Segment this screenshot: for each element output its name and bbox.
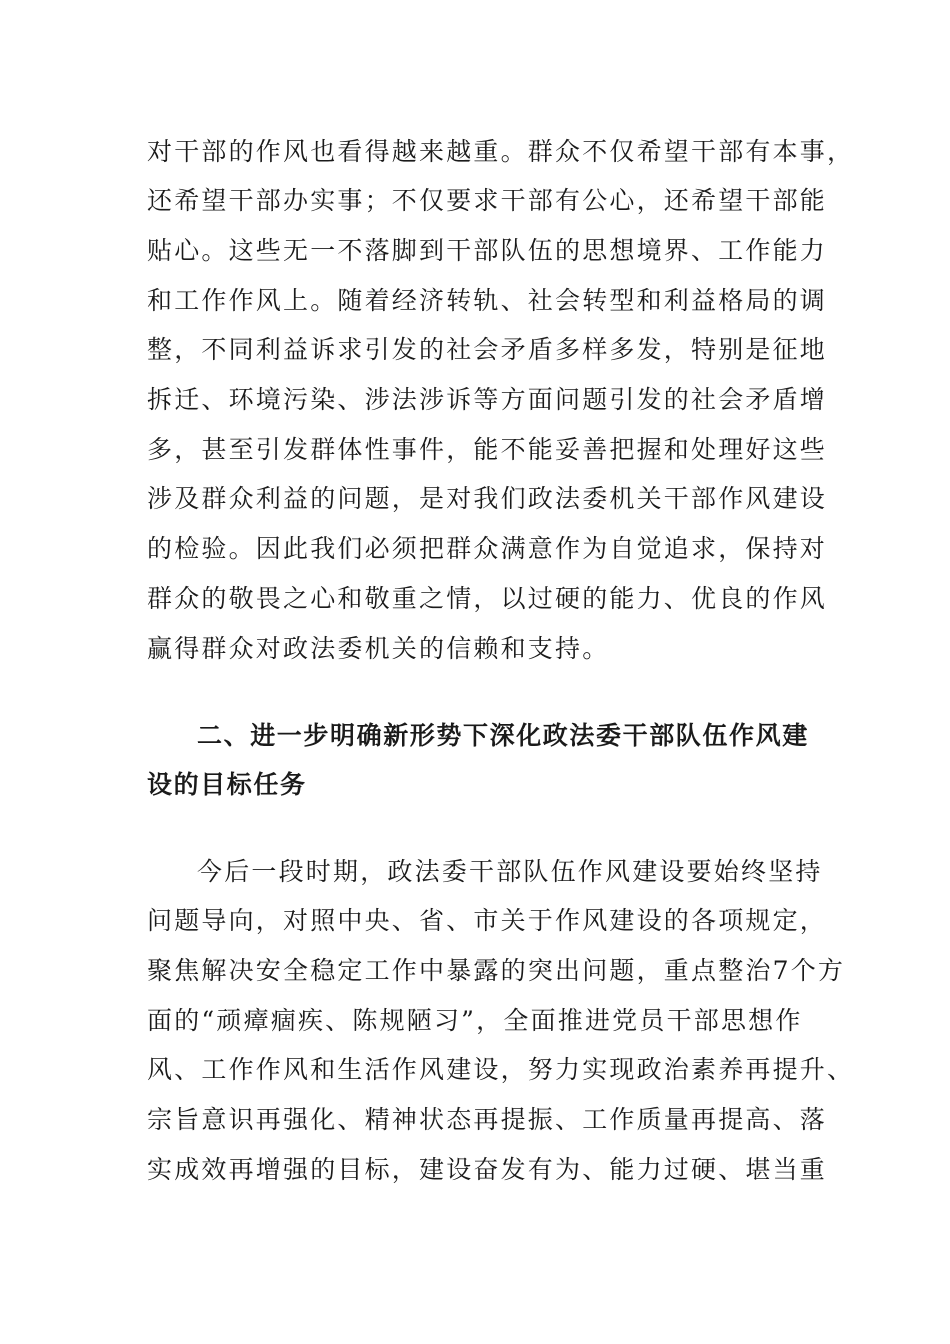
paragraph-1-line-10: 群众的敬畏之心和敬重之情，以过硬的能力、优良的作风 xyxy=(147,584,828,613)
paragraph-2-line-4: 面的“顽瘴痼疾、陈规陋习”，全面推进党员干部思想作 xyxy=(147,1006,803,1035)
section-heading-line-2: 设的目标任务 xyxy=(147,770,307,799)
section-heading-line-1: 二、进一步明确新形势下深化政法委干部队伍作风建 xyxy=(197,721,809,750)
paragraph-1-line-3: 贴心。这些无一不落脚到干部队伍的思想境界、工作能力 xyxy=(147,236,828,265)
paragraph-2-line-3: 聚焦解决安全稳定工作中暴露的突出问题，重点整治7个方 xyxy=(147,956,846,985)
paragraph-1-line-4: 和工作作风上。随着经济转轨、社会转型和利益格局的调 xyxy=(147,286,828,315)
paragraph-1-line-1: 对干部的作风也看得越来越重。群众不仅希望干部有本事， xyxy=(147,137,855,166)
paragraph-2-line-5: 风、工作作风和生活作风建设，努力实现政治素养再提升、 xyxy=(147,1055,855,1084)
paragraph-1-line-11: 赢得群众对政法委机关的信赖和支持。 xyxy=(147,634,610,663)
paragraph-2-line-6: 宗旨意识再强化、精神状态再提振、工作质量再提高、落 xyxy=(147,1105,828,1134)
paragraph-2-line-1: 今后一段时期，政法委干部队伍作风建设要始终坚持 xyxy=(197,857,823,886)
paragraph-1-line-2: 还希望干部办实事；不仅要求干部有公心，还希望干部能 xyxy=(147,186,828,215)
paragraph-2-line-7: 实成效再增强的目标，建设奋发有为、能力过硬、堪当重 xyxy=(147,1155,828,1184)
paragraph-1-line-6: 拆迁、环境污染、涉法涉诉等方面问题引发的社会矛盾增 xyxy=(147,385,828,414)
paragraph-1-line-7: 多，甚至引发群体性事件，能不能妥善把握和处理好这些 xyxy=(147,435,828,464)
paragraph-1-line-9: 的检验。因此我们必须把群众满意作为自觉追求，保持对 xyxy=(147,534,828,563)
paragraph-2-line-2: 问题导向，对照中央、省、市关于作风建设的各项规定， xyxy=(147,906,828,935)
paragraph-1-line-8: 涉及群众利益的问题，是对我们政法委机关干部作风建设 xyxy=(147,484,828,513)
paragraph-1-line-5: 整，不同利益诉求引发的社会矛盾多样多发，特别是征地 xyxy=(147,335,828,364)
